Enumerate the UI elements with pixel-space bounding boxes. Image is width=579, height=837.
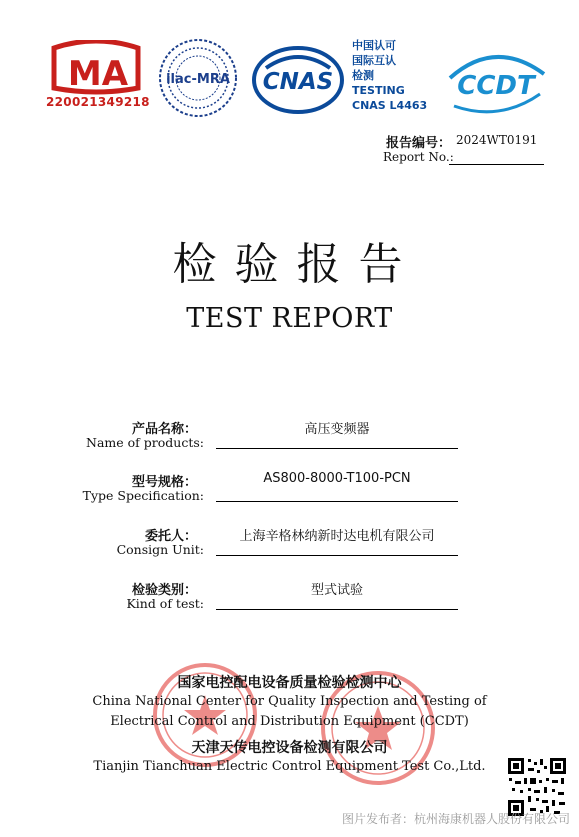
cnas-line: 中国认可 <box>352 39 396 52</box>
cnas-accreditation-text <box>352 38 436 113</box>
field-label-cn: 委托人： <box>144 529 197 544</box>
ccdt-logo <box>440 48 550 118</box>
cnas-line: CNAS L4463 <box>352 99 428 112</box>
cnas-line: TESTING <box>352 84 405 97</box>
qr-code <box>506 756 568 818</box>
report-no-underline <box>449 164 544 165</box>
issuer-company-name-en: Tianjin Tianchuan Electric Control Equipment Test Co.,Ltd. <box>93 759 486 774</box>
field-label-en: Consign Unit: <box>116 542 204 557</box>
field-value: 上海辛格林纳新时达电机有限公司 <box>239 529 435 544</box>
issuer-center-name-cn: 国家电控配电设备质量检验检测中心 <box>177 675 402 691</box>
cma-logo-text: MA <box>67 54 129 94</box>
cma-number: 220021349218 <box>46 95 150 109</box>
field-value: 型式试验 <box>310 583 363 598</box>
field-label-en: Kind of test: <box>126 596 204 611</box>
field-underline <box>216 501 458 502</box>
field-underline <box>216 609 458 610</box>
image-publisher-caption: 图片发布者：杭州海康机器人股份有限公司 <box>341 812 570 826</box>
cnas-logo <box>250 44 346 116</box>
field-label-cn: 产品名称： <box>131 422 197 437</box>
title-english: TEST REPORT <box>186 303 393 334</box>
issuer-center-name-en: China National Center for Quality Inspection and Testing of <box>92 694 487 709</box>
ilac-mra-logo <box>156 36 240 120</box>
issuer-company-name-cn: 天津天传电控设备检测有限公司 <box>191 740 388 756</box>
ilac-logo-text: ilac-MRA <box>166 72 230 87</box>
report-no-cn-label: 报告编号： <box>386 136 452 151</box>
ccdt-logo-text: CCDT <box>457 71 535 101</box>
cnas-logo-text: CNAS <box>262 69 334 95</box>
field-label-en: Name of products: <box>86 435 204 450</box>
report-no-value: 2024WT0191 <box>456 133 538 147</box>
title-chinese: 检验报告 <box>172 239 421 290</box>
field-underline <box>216 448 458 449</box>
field-label-cn: 型号规格： <box>131 475 197 490</box>
cnas-line: 检测 <box>352 69 374 82</box>
field-label-en: Type Specification: <box>82 488 204 503</box>
field-underline <box>216 555 458 556</box>
field-value: 高压变频器 <box>304 422 370 437</box>
cnas-line: 国际互认 <box>352 54 396 67</box>
field-value: AS800-8000-T100-PCN <box>263 471 411 486</box>
field-label-cn: 检验类别： <box>131 583 197 598</box>
issuer-center-name-en-continued: Electrical Control and Distribution Equipment (CCDT) <box>110 714 469 729</box>
report-no-en-label: Report No.: <box>383 150 454 164</box>
